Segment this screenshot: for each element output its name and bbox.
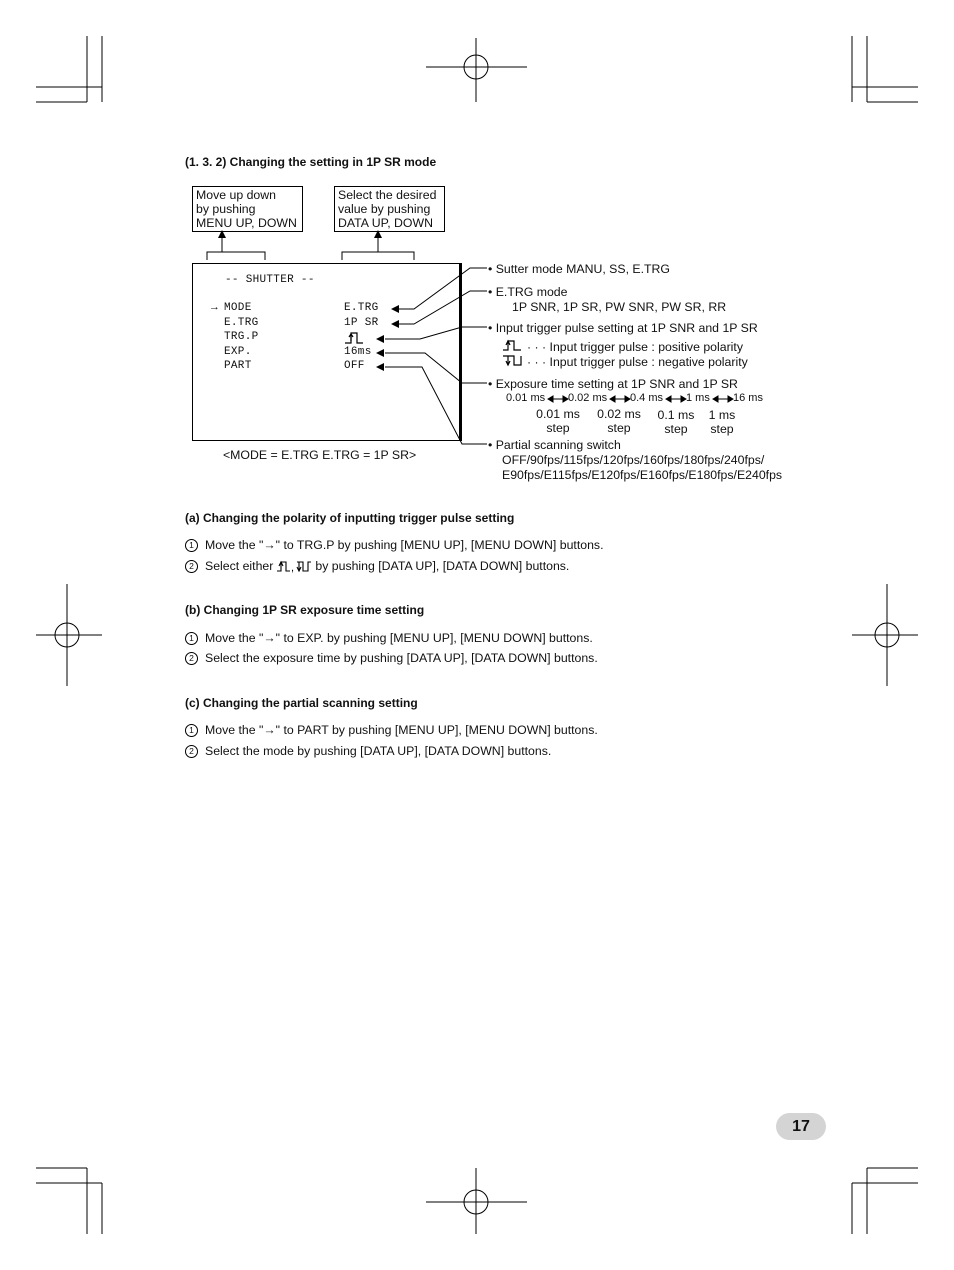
section-a-step-2 (185, 559, 569, 573)
section-a-title: (a) Changing the polarity of inputting trigger pulse setting (185, 511, 515, 525)
callout-data-line: value by pushing (338, 202, 431, 216)
exposure-step-value: 1 ms (708, 408, 736, 422)
exposure-step-label: step (664, 422, 688, 436)
step-number-1: 1 (185, 539, 198, 552)
exposure-step-value: 0.01 ms (536, 407, 580, 421)
callout-menu-line: Move up down (196, 188, 276, 202)
step-number-1: 1 (185, 724, 198, 737)
diagram-caption: <MODE = E.TRG E.TRG = 1P SR> (223, 448, 417, 462)
exposure-range-1: 0.02 ms (568, 392, 608, 404)
step-text: Move the "→" to EXP. by pushing [MENU UP], [MENU DOWN] buttons. (205, 631, 593, 645)
step-text: by pushing [DATA UP], [DATA DOWN] buttons. (315, 559, 570, 573)
exposure-step-label: step (607, 421, 631, 435)
exposure-step-0 (535, 407, 581, 435)
step-text: Move the "→" to PART by pushing [MENU UP], [MENU DOWN] buttons. (205, 723, 598, 737)
screen-title: -- SHUTTER -- (225, 274, 315, 286)
menu-label-trgp[interactable]: TRG.P (224, 331, 259, 343)
exposure-step-3 (706, 408, 738, 436)
exposure-step-value: 0.02 ms (597, 407, 641, 421)
callout-menu-line: MENU UP, DOWN (196, 216, 297, 230)
exposure-range-3: 1 ms (686, 392, 710, 404)
menu-label-mode[interactable]: MODE (224, 302, 252, 314)
menu-cursor-icon: → (211, 302, 218, 314)
menu-value-mode: E.TRG (344, 302, 379, 314)
note-trigger-title: • Input trigger pulse setting at 1P SNR and 1P SR (488, 321, 758, 335)
section-b-step-2 (185, 651, 598, 665)
section-a-step-1 (185, 538, 603, 552)
pulse-icons-inline (277, 560, 311, 573)
exposure-step-1 (596, 407, 642, 435)
section-c-step-2 (185, 744, 551, 758)
note-exposure-title: • Exposure time setting at 1P SNR and 1P SR (488, 377, 738, 391)
note-partial-title: • Partial scanning switch (488, 438, 621, 452)
note-etrg-values: 1P SNR, 1P SR, PW SNR, PW SR, RR (512, 300, 727, 314)
exposure-step-label: step (710, 422, 734, 436)
note-trigger-positive: · · · Input trigger pulse : positive polarity (527, 340, 743, 354)
svg-text:,: , (291, 561, 295, 573)
exposure-step-2 (656, 408, 696, 436)
menu-label-exp[interactable]: EXP. (224, 346, 252, 358)
note-shutter-mode: • Sutter mode MANU, SS, E.TRG (488, 262, 670, 276)
menu-value-etrg: 1P SR (344, 317, 379, 329)
callout-data-line: DATA UP, DOWN (338, 216, 433, 230)
step-number-2: 2 (185, 560, 198, 573)
step-number-2: 2 (185, 745, 198, 758)
step-text: Move the "→" to TRG.P by pushing [MENU UP], [MENU DOWN] buttons. (205, 538, 604, 552)
section-c-title: (c) Changing the partial scanning setting (185, 696, 418, 710)
step-number-1: 1 (185, 632, 198, 645)
section-b-step-1 (185, 631, 593, 645)
menu-value-exp: 16ms (344, 346, 372, 358)
callout-menu-line: by pushing (196, 202, 256, 216)
note-etrg-title: • E.TRG mode (488, 285, 568, 299)
menu-label-etrg[interactable]: E.TRG (224, 317, 259, 329)
callout-data-line: Select the desired (338, 188, 437, 202)
section-c-step-1 (185, 723, 598, 737)
section-b-title: (b) Changing 1P SR exposure time setting (185, 603, 425, 617)
exposure-range-2: 0.4 ms (630, 392, 664, 404)
step-text: Select either (205, 559, 274, 573)
page-number: 17 (776, 1113, 826, 1140)
note-partial-line1: OFF/90fps/115fps/120fps/160fps/180fps/240fps/ (502, 453, 765, 467)
note-partial-line2: E90fps/E115fps/E120fps/E160fps/E180fps/E240fps (502, 468, 783, 482)
exposure-range-0: 0.01 ms (506, 392, 546, 404)
positive-pulse-icon (277, 562, 290, 571)
section-title: (1. 3. 2) Changing the setting in 1P SR mode (185, 155, 437, 169)
menu-label-part[interactable]: PART (224, 360, 252, 372)
note-trigger-negative: · · · Input trigger pulse : negative polarity (527, 355, 748, 369)
menu-value-part: OFF (344, 360, 365, 372)
exposure-step-label: step (546, 421, 570, 435)
step-text: Select the mode by pushing [DATA UP], [DATA DOWN] buttons. (205, 744, 552, 758)
exposure-range-4: 16 ms (733, 392, 763, 404)
step-text: Select the exposure time by pushing [DATA UP], [DATA DOWN] buttons. (205, 651, 598, 665)
exposure-step-value: 0.1 ms (657, 408, 695, 422)
step-number-2: 2 (185, 652, 198, 665)
